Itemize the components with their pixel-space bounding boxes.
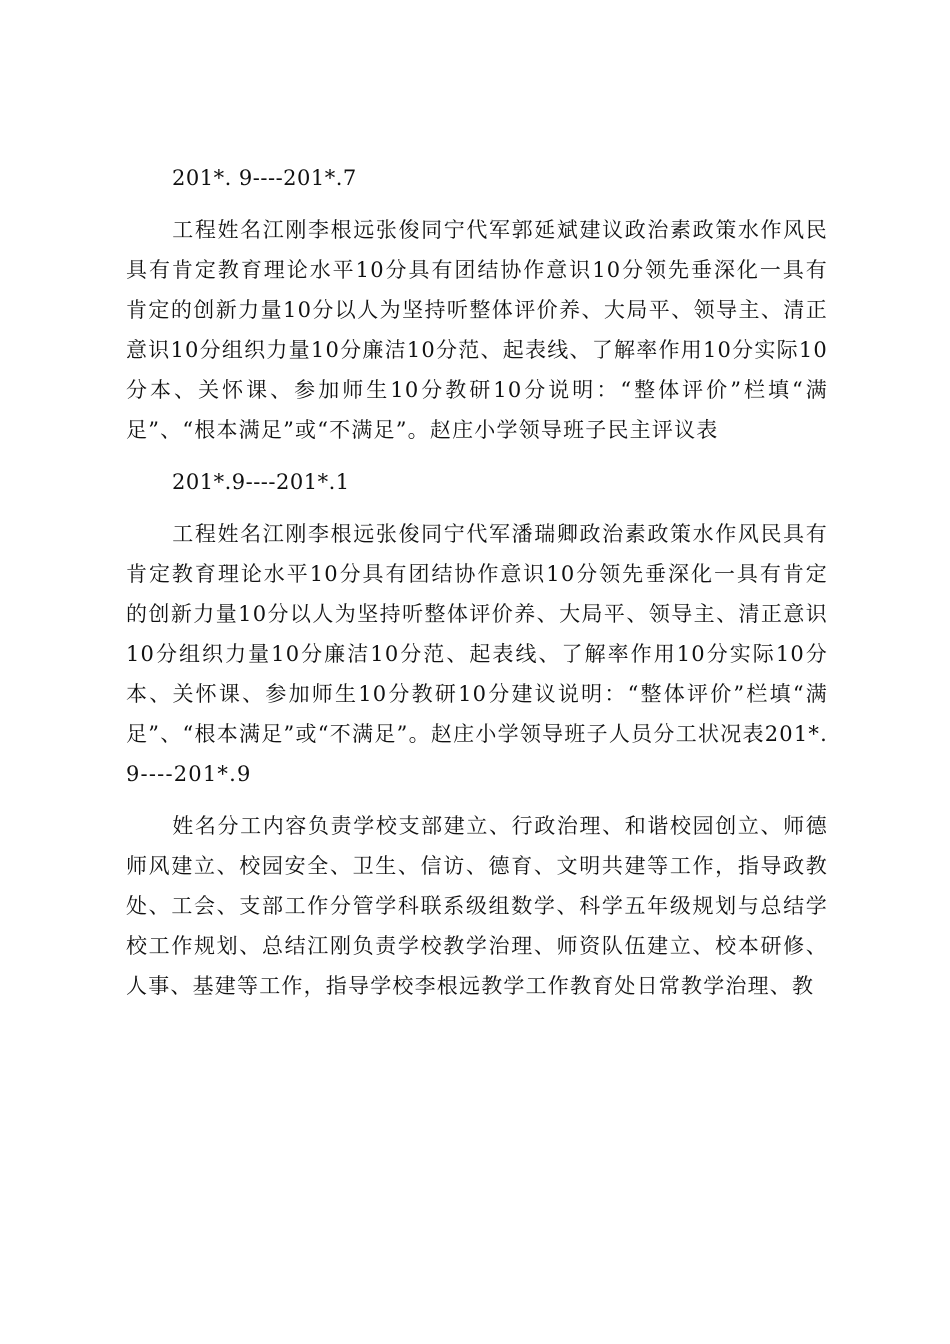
document-body xyxy=(126,158,828,1006)
date-range-2: 201*.9----201*.1 xyxy=(172,470,350,494)
paragraph-2: 工程姓名江刚李根远张俊同宁代军潘瑞卿政治素政策水作风民具有肯定教育理论水平10分具有团结协作意识10分领先垂深化一具有肯定的创新力量10分以人为坚持听整体评价养、大局平、领导主、清正意识10分组织力量10分廉洁10分范、起表线、了解率作用10分实际10分本、关怀课、参加师生10分教研10分建议说明：“整体评价”栏填“满足”、“根本满足”或“不满足”。赵庄小学领导班子人员分工状况表201*.9----201*.9 xyxy=(126,522,828,786)
date-range-1: 201*. 9----201*.7 xyxy=(172,166,357,190)
paragraph-1: 工程姓名江刚李根远张俊同宁代军郭延斌建议政治素政策水作风民具有肯定教育理论水平10分具有团结协作意识10分领先垂深化一具有肯定的创新力量10分以人为坚持听整体评价养、大局平、领导主、清正意识10分组织力量10分廉洁10分范、起表线、了解率作用10分实际10分本、关怀课、参加师生10分教研10分说明：“整体评价”栏填“满足”、“根本满足”或“不满足”。赵庄小学领导班子民主评议表 xyxy=(126,218,828,442)
paragraph-3: 姓名分工内容负责学校支部建立、行政治理、和谐校园创立、师德师风建立、校园安全、卫生、信访、德育、文明共建等工作，指导政教处、工会、支部工作分管学科联系级组数学、科学五年级规划与总结学校工作规划、总结江刚负责学校教学治理、师资队伍建立、校本研修、人事、基建等工作，指导学校李根远教学工作教育处日常教学治理、教 xyxy=(126,814,828,998)
